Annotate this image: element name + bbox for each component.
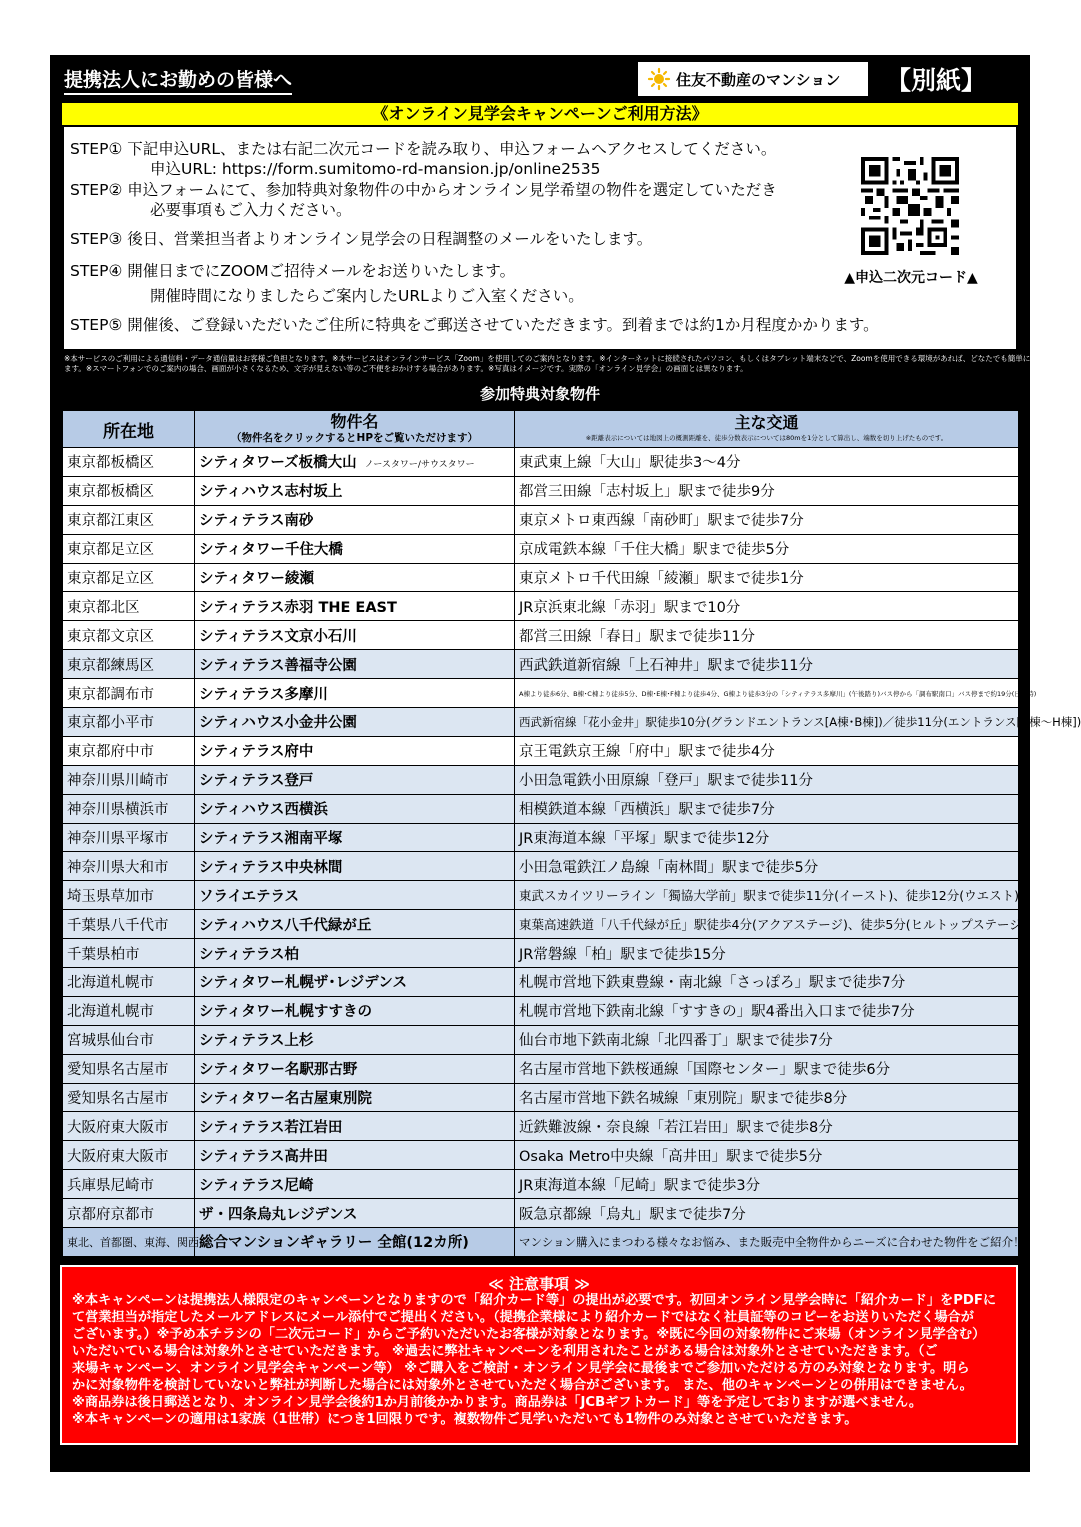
property-transport: Osaka Metro中央線「高井田」駅まで徒歩5分 — [515, 1141, 1019, 1170]
property-name: シティテラス赤羽 THE EAST — [199, 599, 397, 616]
property-location: 東京都江東区 — [63, 505, 195, 534]
property-location: 神奈川県横浜市 — [63, 794, 195, 823]
table-row — [63, 881, 1019, 910]
property-name-link[interactable] — [195, 563, 515, 592]
property-name: シティテラス南砂 — [199, 513, 314, 530]
property-location: 大阪府東大阪市 — [63, 1141, 195, 1170]
property-location: 東京都練馬区 — [63, 650, 195, 679]
property-transport: 小田急電鉄小田原線「登戸」駅まで徒歩11分 — [515, 765, 1019, 794]
property-transport: 相模鉄道本線「西横浜」駅まで徒歩7分 — [515, 794, 1019, 823]
property-name-link[interactable] — [195, 1141, 515, 1170]
property-name-link[interactable] — [195, 621, 515, 650]
properties-title: 参加特典対象物件 — [479, 385, 600, 403]
notice-line: ございます。）※予め本チラシの「二次元コード」からご予約いただいたお客様が対象となります。※既に今回の対象物件にご来場（オンライン見学含む） — [72, 1327, 986, 1342]
logo-text: 住友不動産のマンション — [676, 70, 841, 89]
col-header-transport-note: ※距離表示については地図上の概測距離を、徒歩分数表示については80mを1分として算出し、端数を切り上げたものです。 — [585, 434, 948, 442]
property-location: 愛知県名古屋市 — [63, 1083, 195, 1112]
table-row — [63, 1054, 1019, 1083]
property-name: シティテラス柏 — [199, 946, 299, 963]
property-location: 兵庫県尼崎市 — [63, 1170, 195, 1199]
table-row — [63, 1112, 1019, 1141]
step-3: STEP③ 後日、営業担当者よりオンライン見学会の日程調整のメールをいたします。 — [70, 230, 653, 248]
property-transport: 札幌市営地下鉄南北線「すすきの」駅4番出入口まで徒歩7分 — [515, 996, 1019, 1025]
property-location: 神奈川県大和市 — [63, 852, 195, 881]
property-name: シティテラス湘南平塚 — [199, 831, 343, 848]
property-name-link[interactable] — [195, 1170, 515, 1199]
table-row — [63, 1025, 1019, 1054]
notice-line: て営業担当が指定したメールアドレスにメール添付でご提出ください。（提携企業様により紹介カードではなく社員証等のコピーをお送りいただく場合が — [72, 1310, 974, 1325]
property-location: 宮城県仙台市 — [63, 1025, 195, 1054]
property-transport: 東武スカイツリーライン「獨協大学前」駅まで徒歩11分(イースト)、徒歩12分(ウエスト) — [515, 881, 1019, 910]
property-name: シティハウス八千代緑が丘 — [199, 917, 372, 934]
property-name: シティテラス登戸 — [199, 773, 314, 790]
property-name: シティテラス多摩川 — [199, 686, 328, 703]
notice-line: いただいている場合は対象外とさせていただきます。 ※過去に弊社キャンペーンを利用されたことがある場合は対象外とさせていただきます。（ご — [72, 1344, 938, 1359]
property-location: 北海道札幌市 — [63, 968, 195, 997]
notice-line: 来場キャンペーン、オンライン見学会キャンペーン等） ※ご購入をご検討・オンライン見学会に最後までご参加いただける方のみ対象となります。明ら — [72, 1361, 970, 1376]
property-name-link[interactable] — [195, 996, 515, 1025]
property-location: 東京都北区 — [63, 592, 195, 621]
property-location: 東京都調布市 — [63, 679, 195, 708]
property-transport: 東葉高速鉄道「八千代緑が丘」駅徒歩4分(アクアステージ)、徒歩5分(ヒルトップステージ) — [515, 910, 1019, 939]
property-name: シティタワー綾瀬 — [199, 571, 314, 587]
step-1: STEP① 下記申込URL、または右記二次元コードを読み取り、申込フォームへアクセスしてください。 — [70, 140, 777, 158]
property-transport: 近鉄難波線・奈良線「若江岩田」駅まで徒歩8分 — [515, 1112, 1019, 1141]
property-location: 東京都小平市 — [63, 708, 195, 737]
property-name: シティタワー名古屋東別院 — [199, 1091, 372, 1108]
property-name: シティテラス高井田 — [199, 1148, 328, 1165]
qr-caption: ▲申込二次元コード▲ — [844, 270, 978, 286]
property-name: シティタワー札幌ザ･レジデンス — [199, 975, 408, 992]
property-name: シティハウス小金井公園 — [199, 715, 357, 732]
property-name: シティテラス府中 — [199, 744, 314, 761]
table-row — [63, 505, 1019, 534]
table-row — [63, 448, 1019, 477]
property-name-link[interactable] — [195, 794, 515, 823]
property-transport: 阪急京都線「烏丸」駅まで徒歩7分 — [515, 1199, 1019, 1228]
property-name-link[interactable] — [195, 650, 515, 679]
notice-line: かに対象物件を検討していないと弊社が判断した場合には対象外とさせていただく場合がございます。 また、他のキャンペーンとの併用はできません。 — [72, 1378, 973, 1393]
step-4: STEP④ 開催日までにZOOMご招待メールをお送りいたします。 — [70, 262, 516, 280]
brand-logo[interactable] — [638, 62, 868, 96]
property-location: 東京都板橋区 — [63, 448, 195, 477]
table-row — [63, 765, 1019, 794]
property-transport: 名古屋市営地下鉄名城線「東別院」駅まで徒歩8分 — [515, 1083, 1019, 1112]
col-header-transport — [515, 411, 1019, 448]
property-name: ザ・四条烏丸レジデンス — [199, 1206, 358, 1223]
table-row — [63, 1199, 1019, 1228]
property-name-link[interactable] — [195, 939, 515, 968]
table-row — [63, 679, 1019, 708]
property-transport: JR東海道本線「尼崎」駅まで徒歩3分 — [515, 1170, 1019, 1199]
table-header-row — [63, 411, 1019, 448]
property-name-sub: ノースタワー/サウスタワー — [364, 460, 475, 471]
table-row — [63, 996, 1019, 1025]
sun-logo-icon — [648, 68, 670, 90]
property-location: 大阪府東大阪市 — [63, 1112, 195, 1141]
table-row — [63, 852, 1019, 881]
property-location: 千葉県柏市 — [63, 939, 195, 968]
property-transport: 札幌市営地下鉄東豊線・南北線「さっぽろ」駅まで徒歩7分 — [515, 968, 1019, 997]
property-name-link[interactable] — [195, 1112, 515, 1141]
property-location: 東京都足立区 — [63, 563, 195, 592]
gallery-location: 東北、首都圏、東海、関西 — [63, 1228, 195, 1257]
property-location: 千葉県八千代市 — [63, 910, 195, 939]
property-location: 埼玉県草加市 — [63, 881, 195, 910]
col-header-location: 所在地 — [63, 411, 195, 448]
property-name-link[interactable] — [195, 448, 515, 477]
property-transport: 京王電鉄京王線「府中」駅まで徒歩4分 — [515, 736, 1019, 765]
property-transport: 東京メトロ東西線「南砂町」駅まで徒歩7分 — [515, 505, 1019, 534]
property-name: シティタワー千住大橋 — [199, 542, 343, 559]
property-transport: 都営三田線「志村坂上」駅まで徒歩9分 — [515, 476, 1019, 505]
property-location: 東京都府中市 — [63, 736, 195, 765]
table-row — [63, 534, 1019, 563]
property-name-link[interactable] — [195, 968, 515, 997]
property-transport: 東京メトロ千代田線「綾瀬」駅まで徒歩1分 — [515, 563, 1019, 592]
table-row — [63, 939, 1019, 968]
table-row — [63, 708, 1019, 737]
property-name-link[interactable] — [195, 679, 515, 708]
property-transport: 西武新宿線「花小金井」駅徒歩10分(グランドエントランス[A棟･B棟])／徒歩11分(エントランス[C棟～H棟]) — [515, 708, 1019, 737]
property-location: 神奈川県川崎市 — [63, 765, 195, 794]
table-row — [63, 1083, 1019, 1112]
steps-box — [62, 125, 1018, 351]
gallery-name[interactable]: 総合マンションギャラリー 全館(12カ所) — [195, 1228, 515, 1257]
table-row — [63, 794, 1019, 823]
notice-line: ※本キャンペーンの適用は1家族（1世帯）につき1回限りです。複数物件ご見学いただいても1物件のみ対象とさせていただきます。 — [72, 1412, 858, 1427]
property-transport: JR京浜東北線「赤羽」駅まで10分 — [515, 592, 1019, 621]
step-2-cont: 必要事項もご入力ください。 — [150, 201, 352, 219]
attachment-label: 【別紙】 — [886, 66, 987, 95]
table-row — [63, 736, 1019, 765]
property-name: シティテラス文京小石川 — [199, 628, 357, 645]
table-row — [63, 621, 1019, 650]
table-row — [63, 968, 1019, 997]
table-row — [63, 1141, 1019, 1170]
col-header-name-note: （物件名をクリックするとHPをご覧いただけます） — [230, 432, 479, 444]
fine-print — [64, 354, 1068, 374]
property-transport: 西武鉄道新宿線「上石神井」駅まで徒歩11分 — [515, 650, 1019, 679]
table-row — [63, 910, 1019, 939]
property-transport: 都営三田線「春日」駅まで徒歩11分 — [515, 621, 1019, 650]
property-name-link[interactable] — [195, 505, 515, 534]
table-row — [63, 823, 1019, 852]
property-name-link[interactable] — [195, 765, 515, 794]
notice-box — [60, 1265, 1018, 1445]
property-name-link[interactable] — [195, 476, 515, 505]
property-name: シティテラス善福寺公園 — [199, 657, 357, 674]
property-transport: 仙台市地下鉄南北線「北四番丁」駅まで徒歩7分 — [515, 1025, 1019, 1054]
table-row — [63, 476, 1019, 505]
property-name-link[interactable] — [195, 592, 515, 621]
property-name-link[interactable] — [195, 881, 515, 910]
howto-title: 《オンライン見学会キャンペーンご利用方法》 — [62, 103, 1018, 125]
property-name: シティテラス若江岩田 — [199, 1119, 343, 1136]
notice-line: ※商品券は後日郵送となり、オンライン見学会後約1か月前後かかります。商品券は「JCBギフトカード」等を予定しておりますが選べません。 — [72, 1395, 923, 1410]
table-row — [63, 563, 1019, 592]
property-transport: A棟より徒歩6分、B棟･C棟より徒歩5分、D棟･E棟･F棟より徒歩4分、G棟より徒歩3分の「シティテラス多摩川」(午後踏り)バス停から「調布駅南口」バス停まで約19分(日中時) — [515, 679, 1019, 708]
property-name: シティタワーズ板橋大山 — [199, 455, 357, 472]
properties-table — [62, 410, 1081, 1257]
notice-line: ※本キャンペーンは提携法人様限定のキャンペーンとなりますので「紹介カード等」の提出が必要です。初回オンライン見学会時に「紹介カード」をPDFに — [72, 1293, 997, 1308]
fine-print-line: ます。※スマートフォンでのご案内の場合、画面が小さくなるため、文字が見えない等のご不便をおかけする場合があります。※写真はイメージです。実際の「オンライン見学会」の画面とは異なります。 — [64, 364, 748, 373]
property-name: シティハウス志村坂上 — [199, 484, 343, 501]
step-4-cont: 開催時間になりましたらご案内したURLよりご入室ください。 — [150, 287, 584, 305]
property-name: シティテラス尼崎 — [199, 1177, 314, 1194]
property-name-link[interactable] — [195, 1054, 515, 1083]
step-5: STEP⑤ 開催後、ご登録いただいたご住所に特典をご郵送させていただきます。到着までは約1か月程度かかります。 — [70, 316, 879, 334]
property-transport: 東武東上線「大山」駅徒歩3～4分 — [515, 448, 1019, 477]
property-name-link[interactable] — [195, 736, 515, 765]
gallery-description: マンション購入にまつわる様々なお悩み、また販売中全物件からニーズに合わせた物件をご紹介！ — [515, 1228, 1019, 1257]
flyer-sheet — [50, 55, 1081, 1472]
property-name-link[interactable] — [195, 1083, 515, 1112]
property-location: 北海道札幌市 — [63, 996, 195, 1025]
table-row — [63, 1170, 1019, 1199]
col-header-name-label: 物件名 — [330, 412, 379, 431]
property-name-link[interactable] — [195, 852, 515, 881]
property-name-link[interactable] — [195, 910, 515, 939]
property-name: シティテラス上杉 — [199, 1033, 314, 1050]
property-name-link[interactable] — [195, 823, 515, 852]
property-name: シティタワー札幌すすきの — [199, 1004, 372, 1021]
property-location: 東京都文京区 — [63, 621, 195, 650]
property-name-link[interactable] — [195, 534, 515, 563]
table-row — [63, 650, 1019, 679]
property-transport: 小田急電鉄江ノ島線「南林間」駅まで徒歩5分 — [515, 852, 1019, 881]
fine-print-line: ※本サービスのご利用による通信料・データ通信量はお客様ご負担となります。※本サービスはオンラインサービス「Zoom」を使用してのご案内となります。※インターネットに接続されたパソコン、もしくはタブレット端末などで、Zoomを使用できる環境があれば、どなたでも簡単にご利用頂け — [64, 354, 1068, 363]
property-transport: JR常磐線「柏」駅まで徒歩15分 — [515, 939, 1019, 968]
gallery-row — [63, 1228, 1019, 1257]
property-name: シティタワー名駅那古野 — [199, 1062, 358, 1079]
property-name-link[interactable] — [195, 708, 515, 737]
qr-code[interactable] — [860, 157, 960, 255]
col-header-name — [195, 411, 515, 448]
notice-title: ≪ 注意事項 ≫ — [488, 1275, 590, 1293]
property-transport: 名古屋市営地下鉄桜通線「国際センター」駅まで徒歩6分 — [515, 1054, 1019, 1083]
table-row — [63, 592, 1019, 621]
property-location: 東京都板橋区 — [63, 476, 195, 505]
header — [50, 55, 1030, 101]
property-name-link[interactable] — [195, 1199, 515, 1228]
property-name-link[interactable] — [195, 1025, 515, 1054]
property-name: シティハウス西横浜 — [199, 802, 328, 819]
property-location: 京都府京都市 — [63, 1199, 195, 1228]
property-name: ソライエテラス — [199, 888, 300, 905]
property-location: 東京都足立区 — [63, 534, 195, 563]
step-2: STEP② 申込フォームにて、参加特典対象物件の中からオンライン見学希望の物件を選定していただき — [70, 181, 777, 199]
property-name: シティテラス中央林間 — [199, 859, 343, 876]
property-location: 神奈川県平塚市 — [63, 823, 195, 852]
property-transport: 京成電鉄本線「千住大橋」駅まで徒歩5分 — [515, 534, 1019, 563]
property-transport: JR東海道本線「平塚」駅まで徒歩12分 — [515, 823, 1019, 852]
header-title: 提携法人にお勤めの皆様へ — [64, 65, 292, 95]
col-header-transport-label: 主な交通 — [734, 413, 799, 432]
property-location: 愛知県名古屋市 — [63, 1054, 195, 1083]
apply-url[interactable]: 申込URL: https://form.sumitomo-rd-mansion.jp/online2535 — [150, 160, 601, 178]
